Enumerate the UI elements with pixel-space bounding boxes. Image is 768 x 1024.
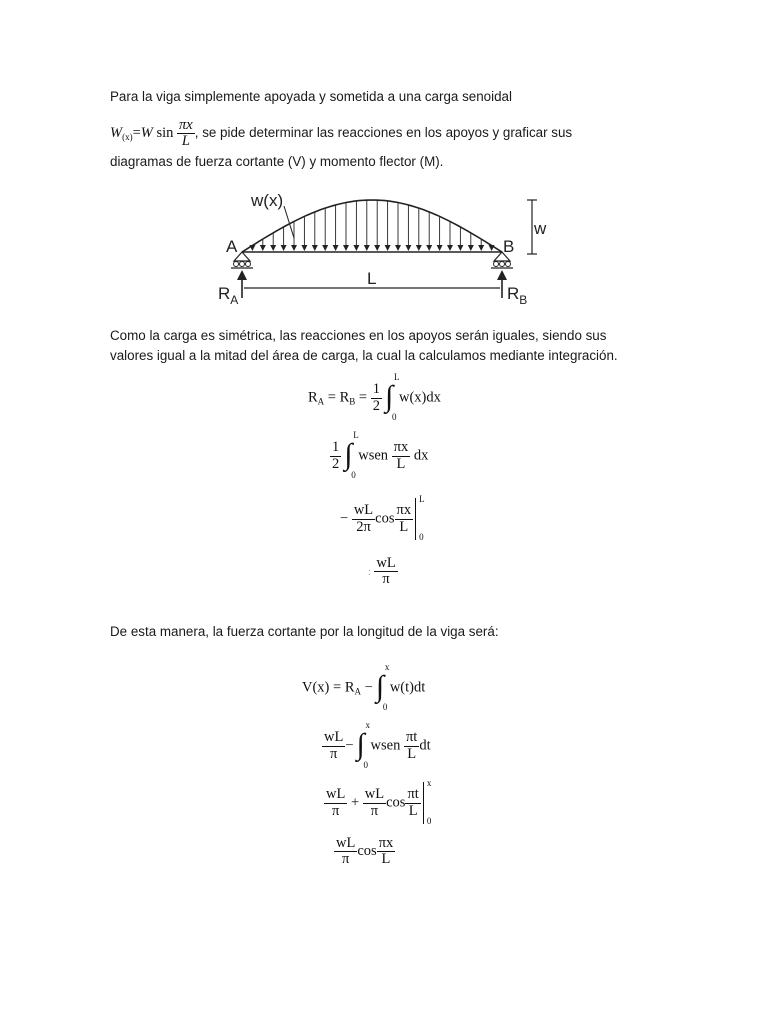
load-arrow (281, 227, 287, 251)
reaction-equation-2: $\frac{1}{2}$ ∫ L 0 wsen $\frac{\pi x}{L}$ dx (332, 430, 429, 480)
intro-line-2 (110, 118, 670, 152)
fraction-denominator: L (181, 133, 190, 150)
reaction-equation-3: − $\frac{wL}{2\pi}$ cos $\frac{\pi x}{L}$ L 0 (340, 494, 425, 542)
intro-line-3: diagramas de fuerza cortante (V) y momento flector (M). (110, 154, 444, 169)
load-arrow (395, 203, 401, 252)
shear-equation-3: $\frac{wL}{\pi}$ + $\frac{wL}{\pi}$ cos $\frac{\pi t}{L}$ x 0 (326, 778, 432, 826)
load-formula-w2: W (140, 125, 153, 142)
load-arrow (312, 212, 318, 251)
load-arrow (353, 201, 359, 251)
load-arrow (364, 200, 370, 251)
load-arrow (301, 216, 307, 251)
load-arrow (270, 233, 276, 251)
reaction-equation-4: : $\frac{wL}{\pi}$ (368, 555, 396, 588)
load-arrow (374, 200, 380, 251)
span-label: L (367, 269, 377, 288)
load-arrow (437, 216, 443, 251)
paragraph3-line-1: De esta manera, la fuerza cortante por la longitud de la viga será: (110, 624, 499, 639)
load-arrow (249, 245, 255, 251)
load-arrow (333, 205, 339, 251)
shear-equation-1: $V(x) = R_A$ − ∫ x 0 w(t)dt (302, 662, 426, 712)
integral-sign: ∫ x 0 (375, 662, 390, 712)
load-formula-fraction (177, 118, 195, 149)
reaction-arrow-a (237, 270, 247, 298)
reaction-b-label: $R_B$ (507, 284, 528, 306)
integral-sign: ∫ x 0 (356, 720, 371, 770)
load-label: w(x) (251, 191, 284, 210)
load-arrow (416, 208, 422, 251)
load-arrow (468, 233, 474, 251)
integral-sign: ∫ L 0 (384, 372, 400, 422)
load-arrow (385, 201, 391, 251)
load-formula-fn: sin (156, 125, 174, 142)
support-b-label: B (503, 237, 515, 256)
fraction-numerator: πx (179, 117, 193, 133)
load-arrow (343, 203, 349, 252)
load-formula-eq: = (132, 125, 141, 142)
paragraph2-line-2: valores igual a la mitad del área de carga, la cual la calculamos mediante integración. (110, 348, 618, 363)
load-formula-w: W (110, 125, 123, 142)
load-arrow (426, 212, 432, 251)
load-arrow (447, 221, 453, 251)
paragraph2-line-1: Como la carga es simétrica, las reacciones en los apoyos serán iguales, siendo sus (110, 328, 607, 343)
reaction-arrow-b (497, 270, 507, 298)
intro-line-1: Para la viga simplemente apoyada y sometida a una carga senoidal (110, 89, 512, 104)
load-arrow (405, 205, 411, 251)
reaction-equation-1: $R_A = R_B$ = $\frac{1}{2}$ ∫ L 0 w(x)dx (308, 372, 441, 422)
reaction-a-label: $R_A$ (218, 284, 239, 306)
intro-line-2-text: , se pide determinar las reacciones en los apoyos y graficar sus (194, 125, 573, 141)
load-arrow (322, 208, 328, 251)
evaluation-bar: x 0 (422, 782, 432, 824)
amplitude-label: w (534, 219, 547, 238)
load-formula-sub: (x) (122, 132, 133, 143)
load-arrow (457, 227, 463, 251)
load-formula (110, 117, 195, 150)
load-arrow (291, 221, 297, 251)
shear-equation-2: $\frac{wL}{\pi}$ − ∫ x 0 wsen $\frac{\pi t}{L}$ dt (324, 720, 431, 770)
integral-sign: ∫ L 0 (344, 430, 359, 480)
beam-diagram (214, 184, 564, 306)
evaluation-bar: L 0 (414, 498, 424, 540)
load-arrow (489, 245, 495, 251)
shear-equation-4: $\frac{wL}{\pi}$ cos $\frac{\pi x}{L}$ (336, 835, 394, 868)
support-a-label: A (226, 237, 238, 256)
